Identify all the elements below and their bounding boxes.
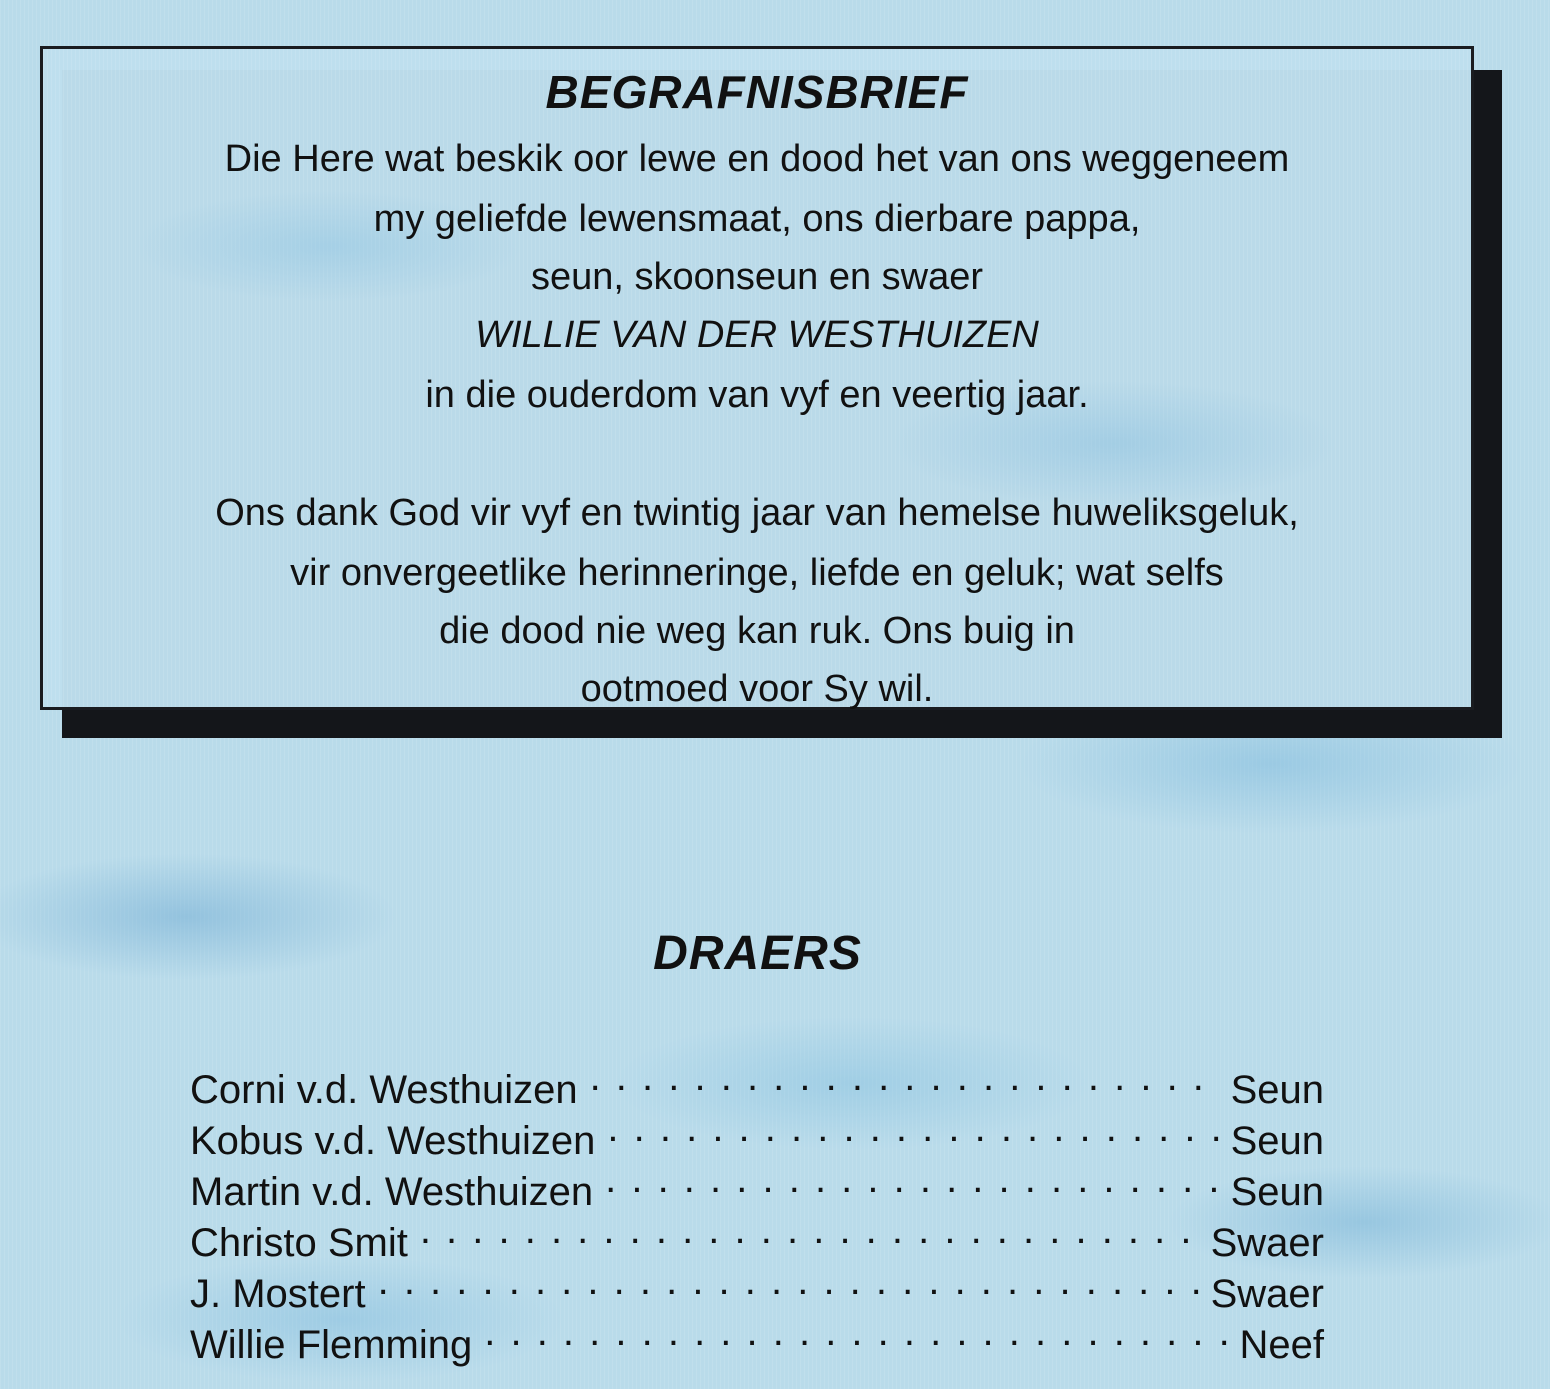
funeral-letter-box [40, 46, 1474, 710]
letter-line-2: my geliefde lewensmaat, ons dierbare pappa, [373, 198, 1141, 240]
pallbearer-name: Martin v.d. Westhuizen [190, 1170, 594, 1214]
letter-paragraph2-line-1: Ons dank God vir vyf en twintig jaar van hemelse huweliksgeluk, [215, 492, 1299, 534]
letter-paragraph2-line-3: die dood nie weg kan ruk. Ons buig in [439, 610, 1075, 652]
dot-leader [605, 1154, 1218, 1205]
letter-title: BEGRAFNISBRIEF [545, 66, 969, 118]
dot-leader [378, 1256, 1199, 1307]
dot-leader [590, 1052, 1219, 1103]
pallbearer-relation: Seun [1230, 1170, 1324, 1214]
pallbearer-relation: Swaer [1210, 1221, 1324, 1265]
pallbearer-name: Willie Flemming [190, 1323, 473, 1367]
dot-leader [607, 1103, 1218, 1154]
pallbearer-relation: Seun [1230, 1068, 1324, 1112]
letter-line-3: seun, skoonseun en swaer [530, 256, 984, 298]
pallbearer-name: Christo Smit [190, 1221, 408, 1265]
letter-line-age: in die ouderdom van vyf en veertig jaar. [425, 374, 1089, 416]
dot-leader [420, 1205, 1199, 1256]
letter-line-1: Die Here wat beskik oor lewe en dood het van ons weggeneem [224, 138, 1290, 180]
letter-paragraph2-line-2: vir onvergeetlike herinneringe, liefde en geluk; wat selfs [290, 552, 1224, 594]
pallbearer-name: J. Mostert [190, 1272, 366, 1316]
pallbearer-name: Kobus v.d. Westhuizen [190, 1119, 596, 1163]
pallbearer-relation: Seun [1230, 1119, 1324, 1163]
pallbearer-relation: Swaer [1210, 1272, 1324, 1316]
draers-title: DRAERS [653, 927, 862, 980]
pallbearer-name: Corni v.d. Westhuizen [190, 1068, 578, 1112]
pallbearer-row [190, 1052, 1324, 1112]
deceased-name: WILLIE VAN DER WESTHUIZEN [475, 314, 1039, 356]
pallbearer-list [190, 1052, 1324, 1367]
dot-leader [484, 1307, 1227, 1358]
pallbearer-relation: Neef [1239, 1323, 1324, 1367]
letter-paragraph2-line-4: ootmoed voor Sy wil. [580, 668, 934, 710]
